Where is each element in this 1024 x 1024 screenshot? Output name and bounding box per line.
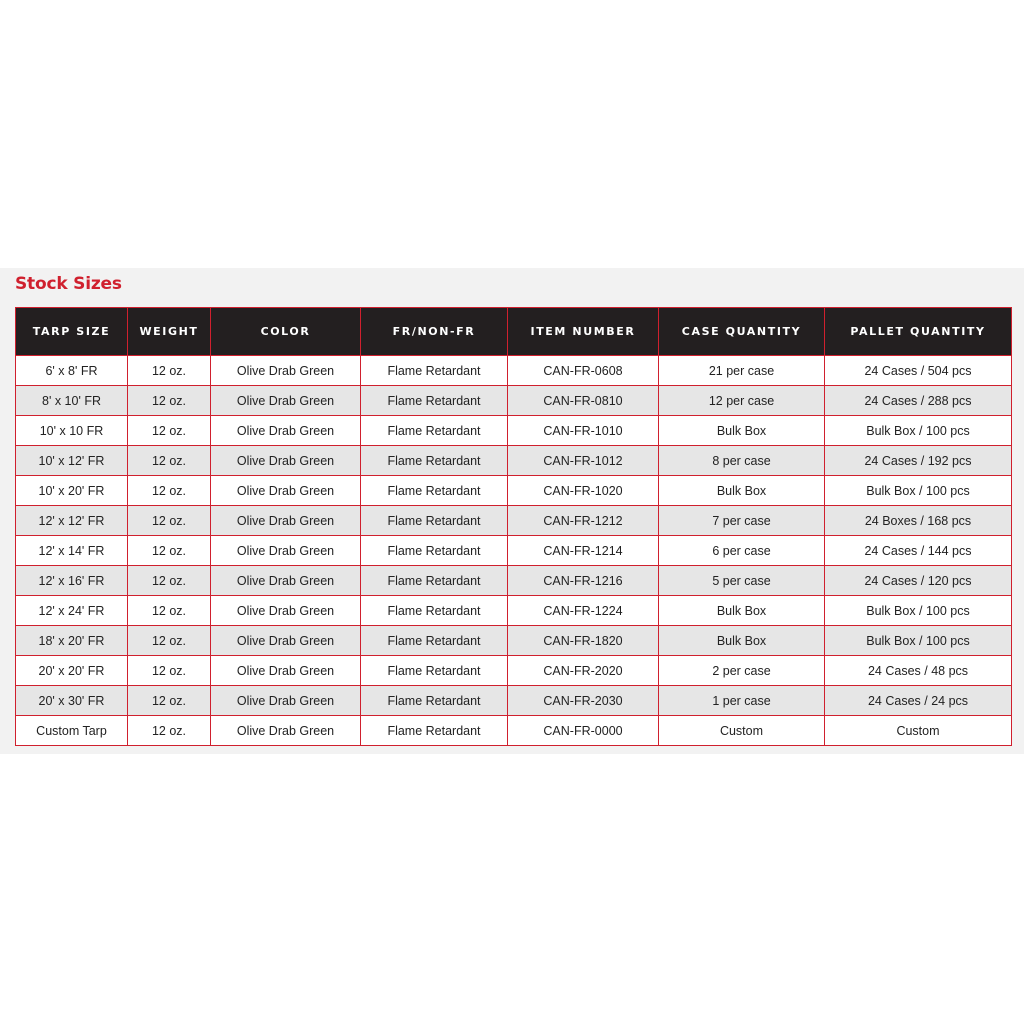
table-cell: CAN-FR-1212 bbox=[508, 506, 659, 536]
column-header: CASE QUANTITY bbox=[659, 308, 825, 356]
column-header: WEIGHT bbox=[128, 308, 211, 356]
table-cell: Custom bbox=[659, 716, 825, 746]
header-row bbox=[16, 308, 1012, 356]
column-header: PALLET QUANTITY bbox=[825, 308, 1012, 356]
table-cell: 12 oz. bbox=[128, 656, 211, 686]
table-cell: CAN-FR-0000 bbox=[508, 716, 659, 746]
table-cell: 6' x 8' FR bbox=[16, 356, 128, 386]
table-cell: 12 oz. bbox=[128, 446, 211, 476]
table-body bbox=[16, 356, 1012, 746]
table-cell: 24 Cases / 288 pcs bbox=[825, 386, 1012, 416]
table-cell: Flame Retardant bbox=[361, 686, 508, 716]
table-cell: Flame Retardant bbox=[361, 716, 508, 746]
table-row bbox=[16, 686, 1012, 716]
table-cell: 12' x 12' FR bbox=[16, 506, 128, 536]
table-cell: Flame Retardant bbox=[361, 416, 508, 446]
column-header: ITEM NUMBER bbox=[508, 308, 659, 356]
table-cell: 5 per case bbox=[659, 566, 825, 596]
table-cell: 12' x 24' FR bbox=[16, 596, 128, 626]
column-header: COLOR bbox=[211, 308, 361, 356]
table-cell: Flame Retardant bbox=[361, 596, 508, 626]
table-row bbox=[16, 416, 1012, 446]
table-row bbox=[16, 566, 1012, 596]
table-cell: Olive Drab Green bbox=[211, 626, 361, 656]
column-header: FR/NON-FR bbox=[361, 308, 508, 356]
table-row bbox=[16, 356, 1012, 386]
table-row bbox=[16, 656, 1012, 686]
table-row bbox=[16, 386, 1012, 416]
table-cell: Bulk Box bbox=[659, 476, 825, 506]
table-row bbox=[16, 506, 1012, 536]
table-cell: Olive Drab Green bbox=[211, 536, 361, 566]
table-cell: 12 oz. bbox=[128, 566, 211, 596]
table-cell: 24 Cases / 24 pcs bbox=[825, 686, 1012, 716]
table-cell: Flame Retardant bbox=[361, 446, 508, 476]
table-cell: Bulk Box bbox=[659, 596, 825, 626]
section-title: Stock Sizes bbox=[15, 274, 122, 294]
table-cell: 12 oz. bbox=[128, 386, 211, 416]
table-cell: Flame Retardant bbox=[361, 626, 508, 656]
table-cell: 1 per case bbox=[659, 686, 825, 716]
table-cell: Flame Retardant bbox=[361, 536, 508, 566]
table-cell: Olive Drab Green bbox=[211, 476, 361, 506]
table-cell: 24 Cases / 48 pcs bbox=[825, 656, 1012, 686]
table-cell: Olive Drab Green bbox=[211, 596, 361, 626]
table-cell: Bulk Box / 100 pcs bbox=[825, 476, 1012, 506]
table-cell: Olive Drab Green bbox=[211, 506, 361, 536]
table-cell: 12 oz. bbox=[128, 356, 211, 386]
table-cell: Flame Retardant bbox=[361, 566, 508, 596]
table-cell: 12 oz. bbox=[128, 626, 211, 656]
table-cell: Custom Tarp bbox=[16, 716, 128, 746]
table-cell: CAN-FR-2030 bbox=[508, 686, 659, 716]
table-cell: 18' x 20' FR bbox=[16, 626, 128, 656]
table-cell: Olive Drab Green bbox=[211, 416, 361, 446]
table-cell: CAN-FR-0608 bbox=[508, 356, 659, 386]
table-cell: 2 per case bbox=[659, 656, 825, 686]
table-cell: 12' x 16' FR bbox=[16, 566, 128, 596]
table-cell: Olive Drab Green bbox=[211, 656, 361, 686]
table-cell: 12 oz. bbox=[128, 476, 211, 506]
table-cell: Olive Drab Green bbox=[211, 386, 361, 416]
table-cell: 6 per case bbox=[659, 536, 825, 566]
table-cell: 21 per case bbox=[659, 356, 825, 386]
table-cell: 12' x 14' FR bbox=[16, 536, 128, 566]
table-cell: 8' x 10' FR bbox=[16, 386, 128, 416]
table-cell: CAN-FR-1216 bbox=[508, 566, 659, 596]
column-header: TARP SIZE bbox=[16, 308, 128, 356]
table-cell: 12 oz. bbox=[128, 596, 211, 626]
table-cell: 24 Cases / 192 pcs bbox=[825, 446, 1012, 476]
table-cell: Bulk Box / 100 pcs bbox=[825, 626, 1012, 656]
table-cell: Custom bbox=[825, 716, 1012, 746]
table-row bbox=[16, 476, 1012, 506]
table-cell: Flame Retardant bbox=[361, 356, 508, 386]
table-cell: 12 oz. bbox=[128, 686, 211, 716]
table-cell: Flame Retardant bbox=[361, 476, 508, 506]
table-row bbox=[16, 536, 1012, 566]
table-cell: CAN-FR-1010 bbox=[508, 416, 659, 446]
table-header bbox=[16, 308, 1012, 356]
table-cell: CAN-FR-1224 bbox=[508, 596, 659, 626]
table-cell: CAN-FR-1214 bbox=[508, 536, 659, 566]
table-cell: CAN-FR-0810 bbox=[508, 386, 659, 416]
table-cell: Bulk Box / 100 pcs bbox=[825, 416, 1012, 446]
table-cell: 12 per case bbox=[659, 386, 825, 416]
table-row bbox=[16, 716, 1012, 746]
table-cell: Flame Retardant bbox=[361, 506, 508, 536]
table-cell: 12 oz. bbox=[128, 416, 211, 446]
table-cell: Flame Retardant bbox=[361, 386, 508, 416]
table-row bbox=[16, 446, 1012, 476]
table-cell: 10' x 20' FR bbox=[16, 476, 128, 506]
table-cell: Olive Drab Green bbox=[211, 686, 361, 716]
table-cell: 10' x 12' FR bbox=[16, 446, 128, 476]
table-cell: Bulk Box / 100 pcs bbox=[825, 596, 1012, 626]
table-cell: 20' x 20' FR bbox=[16, 656, 128, 686]
table-cell: 24 Boxes / 168 pcs bbox=[825, 506, 1012, 536]
table-cell: CAN-FR-1020 bbox=[508, 476, 659, 506]
table-cell: Bulk Box bbox=[659, 626, 825, 656]
table-cell: Olive Drab Green bbox=[211, 716, 361, 746]
table-cell: 8 per case bbox=[659, 446, 825, 476]
table-cell: 24 Cases / 504 pcs bbox=[825, 356, 1012, 386]
stock-sizes-table bbox=[15, 307, 1012, 746]
table-cell: 20' x 30' FR bbox=[16, 686, 128, 716]
table-row bbox=[16, 626, 1012, 656]
table-cell: 24 Cases / 144 pcs bbox=[825, 536, 1012, 566]
table-cell: 12 oz. bbox=[128, 716, 211, 746]
table-cell: 10' x 10 FR bbox=[16, 416, 128, 446]
table-cell: Olive Drab Green bbox=[211, 356, 361, 386]
table-cell: Bulk Box bbox=[659, 416, 825, 446]
table-cell: 12 oz. bbox=[128, 506, 211, 536]
table-cell: CAN-FR-2020 bbox=[508, 656, 659, 686]
table-cell: Olive Drab Green bbox=[211, 566, 361, 596]
table-cell: Olive Drab Green bbox=[211, 446, 361, 476]
table-cell: 7 per case bbox=[659, 506, 825, 536]
table-cell: CAN-FR-1820 bbox=[508, 626, 659, 656]
table-cell: 12 oz. bbox=[128, 536, 211, 566]
table-cell: 24 Cases / 120 pcs bbox=[825, 566, 1012, 596]
table-cell: CAN-FR-1012 bbox=[508, 446, 659, 476]
table-row bbox=[16, 596, 1012, 626]
table-cell: Flame Retardant bbox=[361, 656, 508, 686]
